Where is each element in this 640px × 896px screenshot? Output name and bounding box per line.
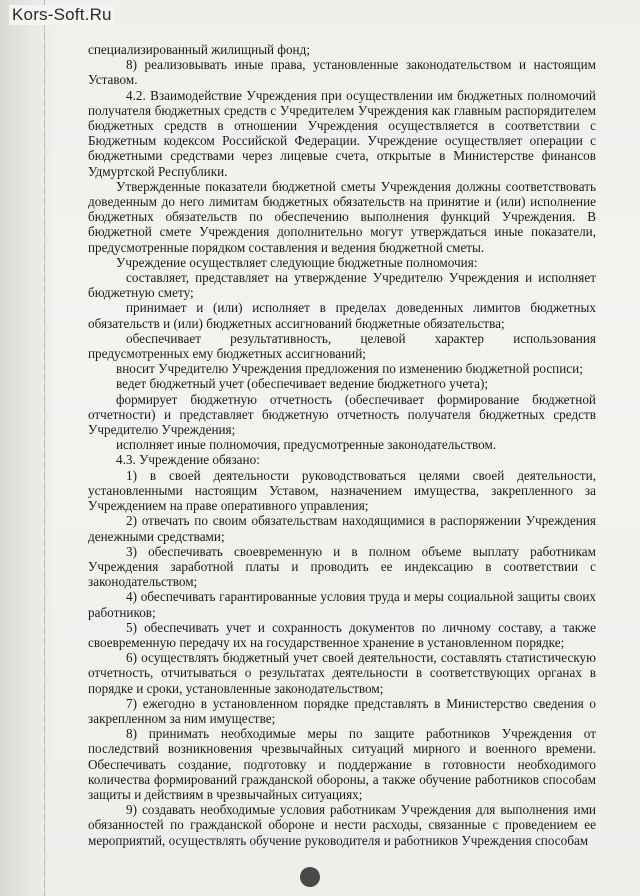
paragraph: 4.2. Взаимодействие Учреждения при осуществлении им бюджетных полномочий получателя бюджетных средств с Учредителем Учреждения как главным распорядителем бюджетных средств в отношении Учреждения осуществляется в соответствии с Бюджетным кодексом Российской Федерации. Учреждение осуществляет операции с бюджетными средствами через лицевые счета, открытые в Министерстве финансов Удмуртской Республики. — [88, 87, 596, 179]
paragraph: 1) в своей деятельности руководствоваться целями своей деятельности, установленными настоящим Уставом, назначением имущества, закрепленного за Учреждением на праве оперативного управления; — [88, 467, 596, 514]
document-body — [88, 42, 596, 848]
paragraph: составляет, представляет на утверждение Учредителю Учреждения и исполняет бюджетную смету; — [88, 270, 596, 301]
paragraph: специализированный жилищный фонд; — [88, 42, 310, 57]
paragraph: 6) осуществлять бюджетный учет своей деятельности, составлять статистическую отчетность, отчитываться о результатах деятельности в соответствующих органах в порядке и сроки, установленные законодательством; — [88, 650, 596, 696]
paragraph: обеспечивает результативность, целевой характер использования предусмотренных ему бюджетных ассигнований; — [88, 330, 596, 362]
paragraph: 3) обеспечивать своевременную и в полном объеме выплату работникам Учреждения заработной платы и проводить ее индексацию в соответствии с законодательством; — [88, 543, 596, 590]
watermark-logo: Kors-Soft.Ru — [9, 5, 115, 25]
paragraph: формирует бюджетную отчетность (обеспечивает формирование бюджетной отчетности) и представляет бюджетную отчетность получателя бюджетных средств Учредителю Учреждения; — [88, 391, 596, 438]
paragraph: принимает и (или) исполняет в пределах доведенных лимитов бюджетных обязательств и (или) бюджетных ассигнований бюджетные обязательства; — [88, 300, 596, 331]
paragraph: 4.3. Учреждение обязано: — [116, 452, 260, 468]
binding-line — [44, 0, 45, 896]
paragraph: Утвержденные показатели бюджетной сметы Учреждения должны соответствовать доведенным до него лимитам бюджетных обязательств на принятие и (или) исполнение бюджетных обязательств по обеспечению выполнения функций Учреждения. В бюджетной смете Учреждения дополнительно могут утверждаться иные показатели, предусмотренные порядком составления и ведения бюджетной сметы. — [88, 178, 596, 255]
paragraph: ведет бюджетный учет (обеспечивает ведение бюджетного учета); — [116, 376, 489, 392]
paragraph: Учреждение осуществляет следующие бюджетные полномочия: — [116, 254, 478, 270]
paragraph: 9) создавать необходимые условия работникам Учреждения для выполнения ими обязанностей по гражданской обороне и нести расходы, связанные с проведением ее мероприятий, осуществлять обучение руководителя и работников Учреждения способам — [88, 802, 596, 848]
binder-hole-mark — [300, 867, 320, 887]
paragraph: 7) ежегодно в установленном порядке представлять в Министерство сведения о закрепленном за ним имуществе; — [88, 695, 596, 726]
paragraph: 8) реализовывать иные права, установленные законодательством и настоящим Уставом. — [88, 57, 596, 88]
paragraph: 8) принимать необходимые меры по защите работников Учреждения от последствий возникновения чрезвычайных ситуаций мирного и военного времени. Обеспечивать создание, подготовку и поддержание в готовности необходимого количества формирований гражданской обороны, а также обучение работников способам защиты и действиям в чрезвычайных ситуациях; — [88, 726, 596, 802]
paragraph: 4) обеспечивать гарантированные условия труда и меры социальной защиты своих работников; — [88, 589, 596, 620]
paragraph: вносит Учредителю Учреждения предложения по изменению бюджетной росписи; — [116, 361, 583, 377]
paragraph: 2) отвечать по своим обязательствам находящимися в распоряжении Учреждения денежными средствами; — [88, 513, 596, 544]
paragraph: 5) обеспечивать учет и сохранность документов по личному составу, а также своевременную передачу их на государственное хранение в установленном порядке; — [88, 619, 596, 650]
paragraph: исполняет иные полномочия, предусмотренные законодательством. — [116, 437, 497, 453]
